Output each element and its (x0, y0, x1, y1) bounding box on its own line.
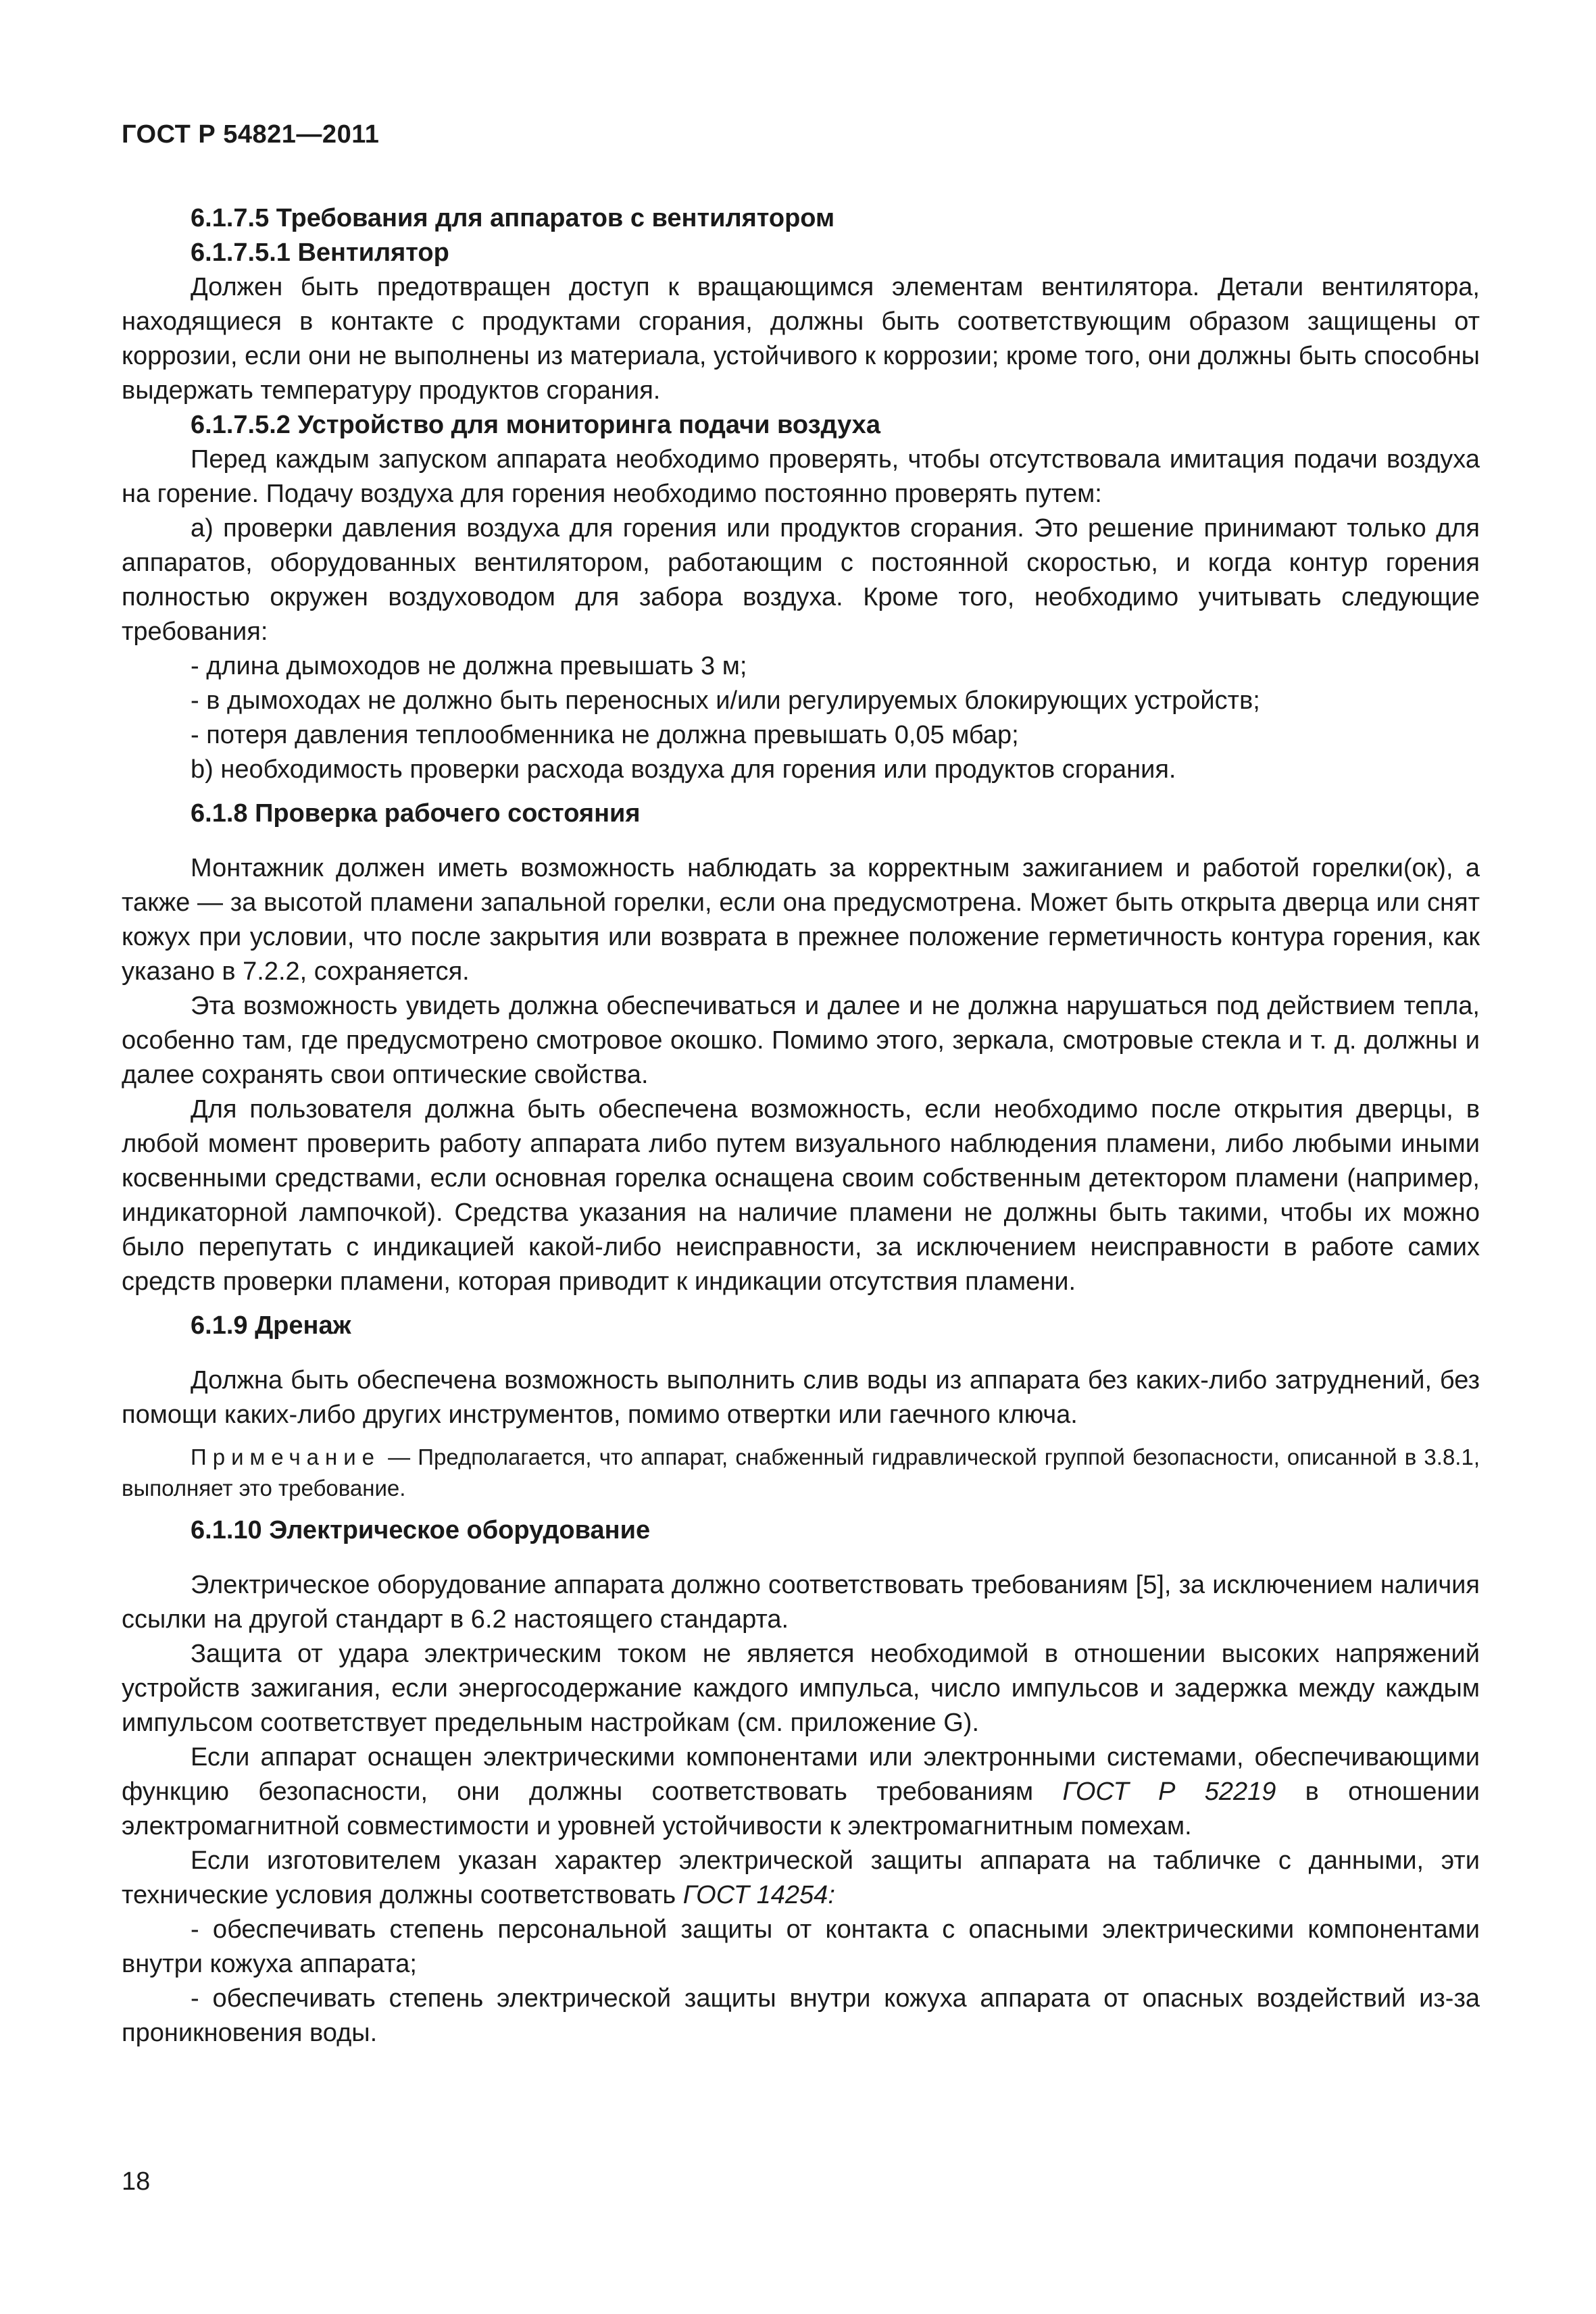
list-item: - длина дымоходов не должна превышать 3 м; (191, 652, 747, 680)
paragraph: Перед каждым запуском аппарата необходимо проверять, чтобы отсутствовала имитация подачи воздуха на горение. Подачу воздуха для горения необходимо постоянно проверять путем: (122, 445, 1480, 508)
section-heading-6-1-8: 6.1.8 Проверка рабочего состояния (191, 799, 641, 828)
paragraph: b) необходимость проверки расхода воздуха для горения или продуктов сгорания. (191, 755, 1176, 784)
list-item: - потеря давления теплообменника не должна превышать 0,05 мбар; (191, 721, 1019, 749)
list-item: - обеспечивать степень электрической защиты внутри кожуха аппарата от опасных воздействий из-за проникновения воды. (122, 1984, 1480, 2047)
standard-reference: ГОСТ Р 52219 (1062, 1778, 1276, 1806)
paragraph-text: Если аппарат оснащен электрическими компонентами или электронными системами, обеспечивающими функцию безопасности, они должны соответствовать требованиям (122, 1743, 1480, 1806)
note-label: Примечание (191, 1444, 381, 1469)
document-body (122, 201, 1480, 2051)
section-heading-6-1-7-5: 6.1.7.5 Требования для аппаратов с вентилятором (191, 204, 835, 232)
page-number: 18 (122, 2167, 151, 2196)
list-item: - в дымоходах не должно быть переносных и/или регулируемых блокирующих устройств; (191, 686, 1260, 715)
paragraph (122, 1844, 1480, 1913)
paragraph (122, 1740, 1480, 1844)
section-heading-6-1-7-5-2: 6.1.7.5.2 Устройство для мониторинга подачи воздуха (191, 411, 880, 439)
paragraph: Для пользователя должна быть обеспечена возможность, если необходимо после открытия дверцы, в любой момент проверить работу аппарата либо путем визуального наблюдения пламени, либо любыми иными косвенными средствами, если основная горелка оснащена своим собственным детектором пламени (например, индикаторной лампочкой). Средства указания на наличие пламени не должны быть такими, чтобы их можно было перепутать с индикацией какой-либо неисправности, за исключением неисправности в работе самих средств проверки пламени, которая приводит к индикации отсутствия пламени. (122, 1095, 1480, 1296)
paragraph: а) проверки давления воздуха для горения или продуктов сгорания. Это решение принимают только для аппаратов, оборудованных вентилятором, работающим с постоянной скоростью, и когда контур горения полностью окружен воздуховодом для забора воздуха. Кроме того, необходимо учитывать следующие требования: (122, 514, 1480, 646)
standard-reference: ГОСТ 14254: (682, 1881, 835, 1909)
note (122, 1442, 1480, 1504)
section-heading-6-1-10: 6.1.10 Электрическое оборудование (191, 1516, 651, 1544)
note-text: — Предполагается, что аппарат, снабженный гидравлической группой безопасности, описанной в 3.8.1, выполняет это требование. (122, 1444, 1480, 1501)
section-heading-6-1-9: 6.1.9 Дренаж (191, 1311, 351, 1340)
paragraph-text: Если изготовителем указан характер электрической защиты аппарата на табличке с данными, эти технические условия должны соответствовать (122, 1846, 1480, 1909)
paragraph: Должна быть обеспечена возможность выполнить слив воды из аппарата без каких-либо затруднений, без помощи каких-либо других инструментов, помимо отвертки или гаечного ключа. (122, 1366, 1480, 1429)
document-header: ГОСТ Р 54821—2011 (122, 120, 380, 149)
section-heading-6-1-7-5-1: 6.1.7.5.1 Вентилятор (191, 238, 449, 267)
paragraph: Монтажник должен иметь возможность наблюдать за корректным зажиганием и работой горелки(ок), а также — за высотой пламени запальной горелки, если она предусмотрена. Может быть открыта дверца или снят кожух при условии, что после закрытия или возврата в прежнее положение герметичность контура горения, как указано в 7.2.2, сохраняется. (122, 854, 1480, 986)
paragraph: Эта возможность увидеть должна обеспечиваться и далее и не должна нарушаться под действием тепла, особенно там, где предусмотрено смотровое окошко. Помимо этого, зеркала, смотровые стекла и т. д. должны и далее сохранять свои оптические свойства. (122, 992, 1480, 1089)
paragraph: Должен быть предотвращен доступ к вращающимся элементам вентилятора. Детали вентилятора, находящиеся в контакте с продуктами сгорания, должны быть соответствующим образом защищены от коррозии, если они не выполнены из материала, устойчивого к коррозии; кроме того, они должны быть способны выдержать температуру продуктов сгорания. (122, 273, 1480, 405)
paragraph-text: в отношении электромагнитной совместимости и уровней устойчивости к электромагнитным помехам. (122, 1778, 1480, 1840)
list-item: - обеспечивать степень персональной защиты от контакта с опасными электрическими компонентами внутри кожуха аппарата; (122, 1915, 1480, 1978)
paragraph: Защита от удара электрическим током не является необходимой в отношении высоких напряжений устройств зажигания, если энергосодержание каждого импульса, число импульсов и задержка между каждым импульсом соответствует предельным настройкам (см. приложение G). (122, 1640, 1480, 1737)
paragraph: Электрическое оборудование аппарата должно соответствовать требованиям [5], за исключением наличия ссылки на другой стандарт в 6.2 настоящего стандарта. (122, 1571, 1480, 1634)
